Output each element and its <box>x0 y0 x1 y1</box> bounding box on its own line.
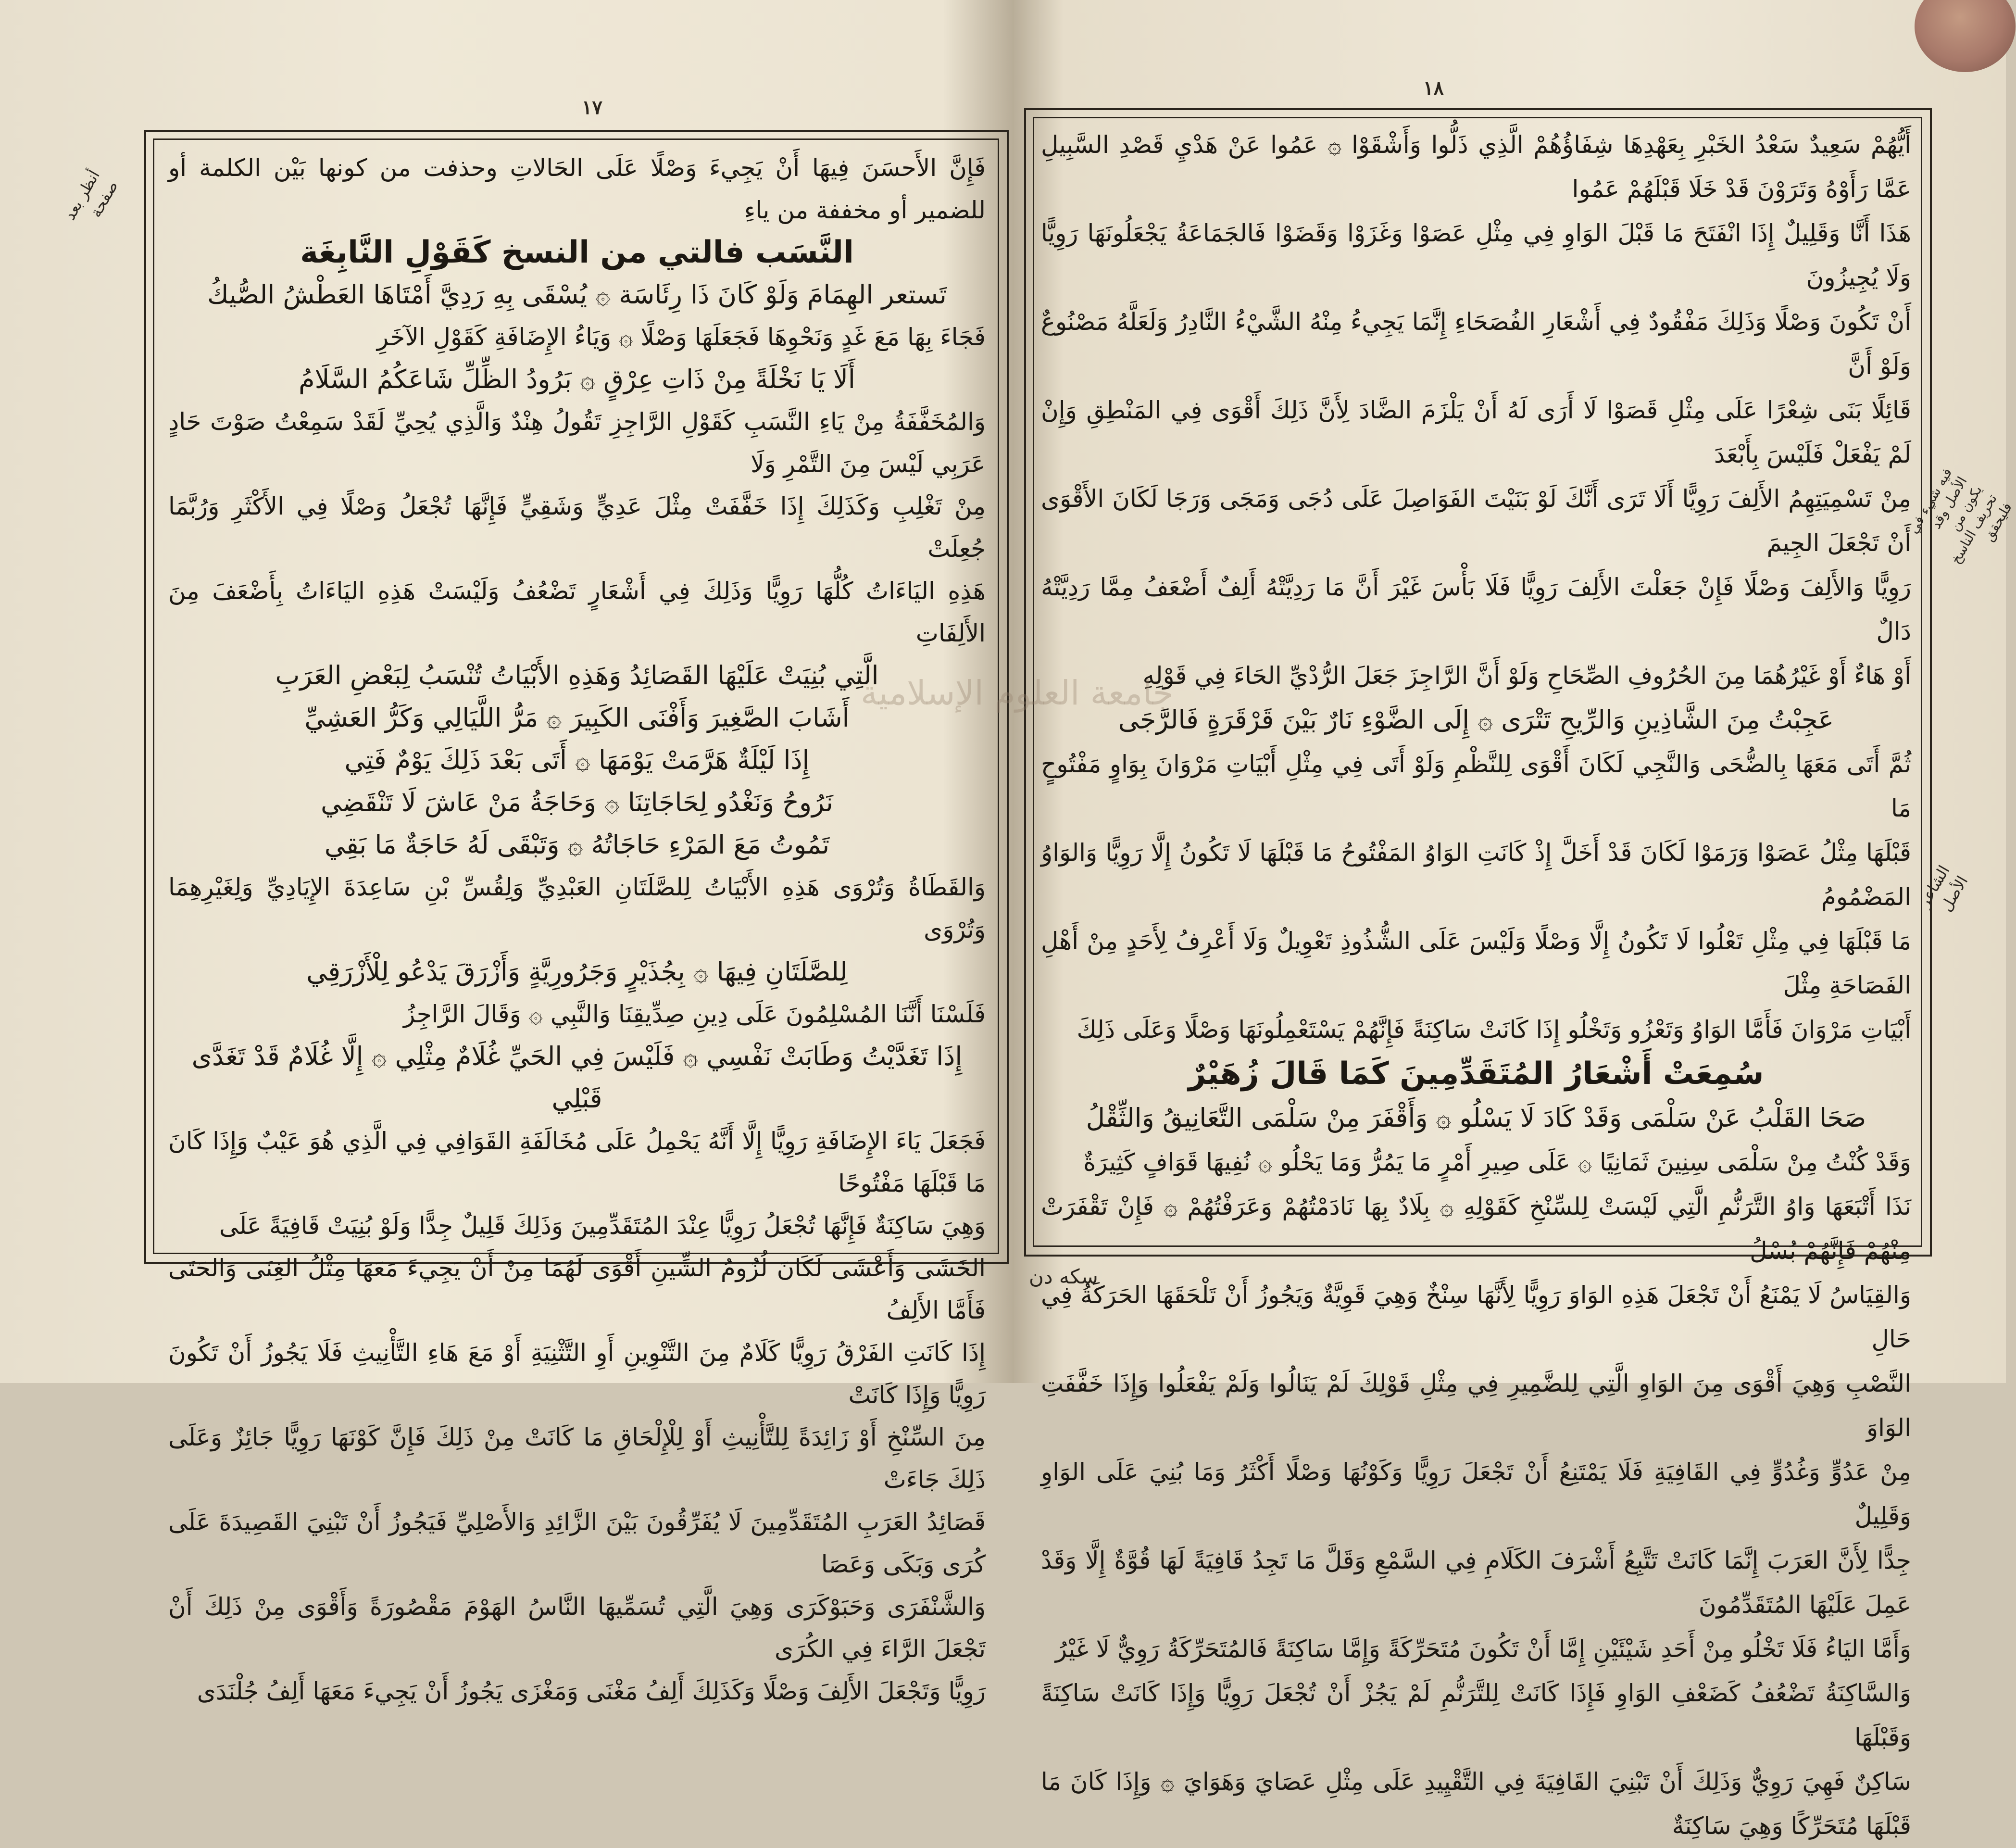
text-line: قَصَائِدُ العَرَبِ المُتَقَدِّمِينَ لَا يُفَرِّقُونَ بَيْنَ الزَّائِدِ وَالأَصْلِيِّ فَيَجُوزُ أَنْ تَبْنِيَ القَصِيدَةَ عَلَى كُرَى وَبَكَى وَعَصَا <box>168 1508 986 1578</box>
verse-line: نَرُوحُ وَنَغْدُو لِحَاجَاتِنَا ۞ وَحَاجَةُ مَنْ عَاشَ لَا تَنْقَضِي <box>321 787 833 817</box>
text-line: أَنْ تَكُونَ وَصْلًا وَذَلِكَ مَفْقُودٌ فِي أَشْعَارِ الفُصَحَاءِ إِنَّمَا يَجِيءُ مِنْهُ الشَّيْءُ النَّادِرُ وَلَعَلَّهُ مَصْنُوعٌ وَلَوْ أَنَّ <box>1041 308 1911 380</box>
text-line: وَالسَّاكِنَةُ تَضْعُفُ كَضَعْفِ الوَاوِ فَإِذَا كَانَتْ لِلتَّرَنُّمِ لَمْ يَجُزْ أَنْ تُجْعَلَ رَوِيًّا وَإِذَا كَانَتْ سَاكِنَةً وَقَبْلَهَا <box>1041 1679 1911 1751</box>
verse-line: عَجِبْتُ مِنَ الشَّاذِينِ وَالرِّيحِ تَتْرَى ۞ إِلَى الضَّوْءِ نَارٌ بَيْنَ قَرْقَرَةٍ فَالرَّجَى <box>1118 704 1834 735</box>
text-line: وَقَدْ كُنْتُ مِنْ سَلْمَى سِنِينَ ثَمَانِيًا ۞ عَلَى صِيرِ أَمْرٍ مَا يَمُرُّ وَمَا يَحْلُو ۞ نُفِيهَا قَوَافٍ كَثِيرَةٌ <box>1083 1148 1911 1176</box>
verse-line: أَشَابَ الصَّغِيرَ وَأَفْنَى الكَبِيرَ ۞ مَرُّ اللَّيَالِي وَكَرُّ العَشِيِّ <box>304 703 850 733</box>
text-line: هَذِهِ اليَاءَاتُ كُلُّهَا رَوِيًّا وَذَلِكَ فِي أَشْعَارٍ تَضْعُفُ وَلَيْسَتْ هَذِهِ اليَاءَاتُ بِأَضْعَفَ مِنَ الأَلِفَاتِ <box>168 577 986 647</box>
text-line: جِدًّا لِأَنَّ العَرَبَ إِنَّمَا كَانَتْ تَتَّبِعُ أَشْرَفَ الكَلَامِ فِي السَّمْعِ وَقَلَّ مَا تَجِدُ قَافِيَةً لَهَا قُوَّةٌ إِلَّا وَقَدْ عَمِلَ عَلَيْهَا المُتَقَدِّمُونَ <box>1041 1546 1911 1619</box>
text-line: مَا قَبْلَهَا فِي مِثْلِ تَعْلُوا لَا تَكُونُ إِلَّا وَصْلًا وَلَيْسَ عَلَى الشُّذُوذِ تَعْوِيلٌ وَلَا أَعْرِفُ لِأَحَدٍ مِنْ أَهْلِ الفَصَاحَةِ مِثْلَ <box>1041 927 1911 999</box>
text-line: مِنْ تَغْلِبِ وَكَذَلِكَ إِذَا خَفَّفَتْ مِثْلَ عَدِيٍّ وَشَقِيٍّ فَإِنَّهَا تُجْعَلُ وَصْلًا فِي الأَكْثَرِ وَرُبَّمَا جُعِلَتْ <box>168 492 986 563</box>
text-line: النَّصْبِ وَهِيَ أَقْوَى مِنَ الوَاوِ الَّتِي لِلضَّمِيرِ فِي مِثْلِ قَوْلِكَ لَمْ يَنَالُوا وَلَمْ يَفْعَلُوا وَإِذَا خَفَّفَتِ الوَاوَ <box>1041 1370 1911 1442</box>
verse-line: صَحَا القَلْبُ عَنْ سَلْمَى وَقَدْ كَادَ لَا يَسْلُو ۞ وَأَقْفَرَ مِنْ سَلْمَى التَّعَانِيقُ وَالثِّقْلُ <box>1086 1103 1866 1133</box>
text-line: مِنَ السِّنْخِ أَوْ زَائِدَةً لِلتَّأْنِيثِ أَوْ لِلْإِلْحَاقِ مَا كَانَتْ مِنْ ذَلِكَ فَإِنَّ كَوْنَهَا رَوِيًّا جَائِزٌ وَعَلَى ذَلِكَ جَاءَتْ <box>168 1423 986 1494</box>
text-line: قَائِلًا بَنَى شِعْرًا عَلَى مِثْلِ قَصَوْا لَا أَرَى لَهُ أَنْ يَلْزَمَ الضَّادَ لِأَنَّ ذَلِكَ أَقْوَى فِي المَنْطِقِ وَإِنْ لَمْ يَفْعَلْ فَلَيْسَ بِأَبْعَدَ <box>1041 396 1911 468</box>
verse-line: إِذَا تَغَدَّيْتُ وَطَابَتْ نَفْسِي ۞ فَلَيْسَ فِي الحَيِّ غُلَامٌ مِثْلِي ۞ إِلَّا غُلَامٌ قَدْ تَغَدَّى قَبْلِي <box>191 1041 963 1114</box>
text-line: وَالشَّنْفَرَى وَحَبَوْكَرَى وَهِيَ الَّتِي تُسَمِّيهَا النَّاسُ الهَوْمَ مَقْصُورَةً وَأَقْوَى مِنْ ذَلِكَ أَنْ تَجْعَلَ الرَّاءَ فِي الكُرَى <box>168 1593 986 1663</box>
margin-note-right-lower: الشاعر الأصل <box>1915 862 1972 915</box>
text-line: فَلَسْنَا أَنَّنَا المُسْلِمُونَ عَلَى دِينِ صِدِّيقِنَا وَالنَّبِي ۞ وَقَالَ الرَّاجِزُ <box>403 1000 986 1028</box>
text-line: قَبْلَهَا مِثْلُ عَصَوْا وَرَمَوْا لَكَانَ قَدْ أَخَلَّ إِذْ كَانَتِ الوَاوُ المَفْتُوحُ مَا قَبْلَهَا لَا تَكُونُ إِلَّا رَوِيًّا وَالوَاوُ المَضْمُومُ <box>1041 839 1911 911</box>
verse-line: تَمُوتُ مَعَ المَرْءِ حَاجَاتُهُ ۞ وَتَبْقَى لَهُ حَاجَةٌ مَا بَقِي <box>324 830 830 860</box>
text-line: فَجَعَلَ يَاءَ الإِضَافَةِ رَوِيًّا إِلَّا أَنَّهُ يَحْمِلُ عَلَى مُخَالَفَةِ القَوَافِي فِي الَّذِي هُوَ عَيْبٌ وَإِذَا كَانَ مَا قَبْلَهَا مَفْتُوحًا <box>168 1127 986 1197</box>
text-line: النَّسَب فالتي من النسخ كَقَوْلِ النَّابِغَة <box>300 235 854 270</box>
text-line: مِنْ تَسْمِيَتِهِمُ الأَلِفَ رَوِيًّا أَلَا تَرَى أَنَّكَ لَوْ بَنَيْتَ الفَوَاصِلَ عَلَى دُجَى وَمَجَى وَرَجَا لَكَانَ الأَقْوَى أَنْ تَجْعَلَ الجِيمَ <box>1041 485 1911 557</box>
margin-note-left: أنظر بعد صفحة <box>60 167 122 224</box>
text-line: مِنْ عَدُوٍّ وَغُدُوٍّ فِي القَافِيَةِ فَلَا يَمْتَنِعُ أَنْ تَجْعَلَ رَوِيًّا وَكَوْنُهَا وَصْلًا أَكْثَرُ وَمَا بُنِيَ عَلَى الوَاوِ وَقَلِيلٌ <box>1041 1458 1911 1530</box>
text-line: وَالمُخَفَّفَةُ مِنْ يَاءِ النَّسَبِ كَقَوْلِ الرَّاجِزِ تَقُولُ هِنْدٌ وَالَّذِي يُحِيِّ لَقَدْ سَمِعْتُ صَوْتَ حَادٍ عَرَبِي لَيْسَ مِنَ التَّمْرِ وَلَا <box>168 408 986 478</box>
page-footer-mark: سكه دن <box>1029 1265 1098 1288</box>
text-line: فَجَاءَ بِهَا مَعَ غَدٍ وَنَحْوِهَا فَجَعَلَهَا وَصْلًا ۞ وَيَاءُ الإِضَافَةِ كَقَوْلِ الآخَرِ <box>376 323 986 351</box>
text-line: أَيُّهُمْ سَعِيدٌ سَعْدُ الخَبْرِ بِعَهْدِهَا شِفَاؤُهُمْ الَّذِي ذَلُّوا وَأَشْقَوْا ۞ عَمُوا عَنْ هَدْيِ قَصْدِ السَّبِيلِ عَمَّا رَأَوْهُ وَتَرَوْنَ قَدْ خَلَا قَبْلَهُمْ عَمُوا <box>1041 131 1911 203</box>
text-line: سَاكِنٌ فَهِيَ رَوِيٌّ وَذَلِكَ أَنْ تَبْنِيَ القَافِيَةَ فِي التَّقْيِيدِ عَلَى مِثْلِ عَصَايَ وَهَوَايَ ۞ وَإِذَا كَانَ مَا قَبْلَهَا مُتَحَرِّكًا وَهِيَ سَاكِنَةٌ <box>1041 1768 1911 1840</box>
text-line: وَأَمَّا اليَاءُ فَلَا تَخْلُو مِنْ أَحَدِ شَيْئَيْنِ إِمَّا أَنْ تَكُونَ مُتَحَرِّكَةً وَإِمَّا سَاكِنَةً فَالمُتَحَرِّكَةُ رَوِيٌّ لَا غَيْرُ <box>1055 1635 1911 1663</box>
text-line: رَوِيًّا وَتَجْعَلَ الأَلِفَ وَصْلًا وَكَذَلِكَ أَلِفُ مَغْنَى وَمَغْزَى يَجُوزُ أَنْ يَجِيءَ مَعَهَا أَلِفُ جُلْنَدَى <box>197 1677 986 1705</box>
margin-note-right: فيه شيء في الأصل وقد يكون من تحريف الناسخ فليحقق <box>1905 465 2016 567</box>
verse-line: إِذَا لَيْلَةٌ هَرَّمَتْ يَوْمَهَا ۞ أَتَى بَعْدَ ذَلِكَ يَوْمٌ فَتِي <box>344 745 810 775</box>
text-line: وَهِيَ سَاكِنَةٌ فَإِنَّهَا تُجْعَلُ رَوِيًّا عِنْدَ المُتَقَدِّمِينَ وَذَلِكَ قَلِيلٌ جِدًّا وَلَوْ بُنِيَتْ قَافِيَةً عَلَى <box>219 1212 986 1240</box>
text-line: وَالقِيَاسُ لَا يَمْنَعُ أَنْ تَجْعَلَ هَذِهِ الوَاوَ رَوِيًّا لِأَنَّهَا سِنْخٌ وَهِيَ قَوِيَّةٌ وَيَجُوزُ أَنْ تَلْحَقَهَا الحَرَكَةُ فِي حَالِ <box>1041 1281 1911 1353</box>
verse-line: لِلصَّلَتَانِ فِيهَا ۞ بِجُذَيْرٍ وَجَرُورِيَّةٍ وَأَزْرَقَ يَدْعُو لِلْأَزْرَقِي <box>306 956 848 987</box>
text-line: الخَشَى وَأَعْشَى لَكَانَ لُزُومُ الشِّينِ أَقْوَى لَهُمَا مِنْ أَنْ يَجِيءَ مَعَهَا مِثْلُ الغِنَى وَالحَتَى فَأَمَّا الأَلِفُ <box>168 1254 986 1324</box>
text-line: هَذَا أَنَّا وَقَلِيلٌ إِذَا انْفَتَحَ مَا قَبْلَ الوَاوِ فِي مِثْلِ عَصَوْا وَغَزَوْا وَقَضَوْا فَالجَمَاعَةُ يَجْعَلُونَهَا رَوِيًّا وَلَا يُجِيزُونَ <box>1041 219 1911 291</box>
text-line: ثُمَّ أَتَى مَعَهَا بِالضُّحَى وَالنَّجِي لَكَانَ أَقْوَى لِلنَّظْمِ وَلَوْ أَتَى فِي مِثْلِ أَبْيَاتِ مَرْوَانَ بِوَاوٍ مَفْتُوحٍ مَا <box>1041 750 1911 822</box>
text-line: رَوِيًّا وَالأَلِفَ وَصْلًا فَإِنْ جَعَلْتَ الأَلِفَ رَوِيًّا فَلَا بَأْسَ غَيْرَ أَنَّ مَا رَدِيَّتْهُ أَلِفٌ أَضْعَفُ مِمَّا رَدِيَّتْهُ دَالٌ <box>1041 573 1911 645</box>
verse-line: تَستعر الهِمَامَ وَلَوْ كَانَ ذَا رِئَاسَة ۞ يُسْقَى بِهِ رَدِيَّ أَمْتَاهَا العَطْشُ الصُّيكُ <box>207 279 947 310</box>
right-page-number: ١٨ <box>1423 77 1444 100</box>
text-line: أَوْ هَاءٌ أَوْ غَيْرُهُمَا مِنَ الحُرُوفِ الصِّحَاحِ وَلَوْ أَنَّ الرَّاجِزَ جَعَلَ الرُّدْيِّ الحَاءَ فِي قَوْلِهِ <box>1142 662 1911 690</box>
text-line: سُمِعَتْ أَشْعَارُ المُتَقَدِّمِينَ كَمَا قَالَ زُهَيْرٌ <box>1188 1056 1764 1092</box>
text-line: إِذَا كَانَتِ الفَرْقُ رَوِيًّا كَلَامٌ مِنَ التَّنْوِينِ أَوِ التَّثْنِيَةِ أَوْ مَعَ هَاءِ التَّأْنِيثِ فَلَا يَجُوزُ أَنْ تَكُونَ رَوِيًّا وَإِذَا كَانَتْ <box>168 1339 986 1409</box>
text-line: نَذَا أَتْبَعَهَا وَاوُ التَّرَنُّمِ الَّتِي لَيْسَتْ لِلسِّنْخِ كَقَوْلِهِ ۞ بِلَادٌ بِهَا نَادَمْتُهُمْ وَعَرَفْتُهُمْ ۞ فَإِنْ تَقْفَرَتْ مِنْهُمْ فَإِنَّهُمْ بُسْلُ <box>1041 1193 1911 1265</box>
library-watermark: جامعة العلوم الإسلامية <box>861 673 1174 713</box>
verse-line: أَلَا يَا نَخْلَةً مِنْ ذَاتِ عِرْقٍ ۞ بَرُودُ الظِّلِّ شَاعَكُمُ السَّلَامُ <box>299 364 855 394</box>
text-line: فَإِنَّ الأَحسَنَ فِيهَا أَنْ يَجِيءَ وَصْلًا عَلَى الحَالاتِ وحذفت من كونها بَيْن الكلمة أو للضمير أو مخففة من ياءِ <box>168 154 986 224</box>
left-page-number: ١٧ <box>582 96 602 119</box>
text-line: الَّتِي بُنِيَتْ عَلَيْهَا القَصَائِدُ وَهَذِهِ الأَبْيَاتُ تُنْسَبُ لِبَعْضِ العَرَبِ <box>275 660 879 691</box>
text-line: أَبْيَاتِ مَرْوَانَ فَأَمَّا الوَاوُ وَتَعْزُو وَتَخْلُو إِذَا كَانَتْ سَاكِنَةً فَإِنَّهُمْ يَسْتَعْمِلُونَهَا وَصْلًا وَعَلَى ذَلِكَ <box>1077 1016 1911 1043</box>
text-line: وَالقَطَاةُ وَتُرْوَى هَذِهِ الأَبْيَاتُ لِلصَّلَتَانِ العَبْدِيِّ وَلِقُسِّ بْنِ سَاعِدَةَ الإِيَادِيِّ وَلِغَيْرِهِمَا وَتُرْوَى <box>168 873 986 943</box>
